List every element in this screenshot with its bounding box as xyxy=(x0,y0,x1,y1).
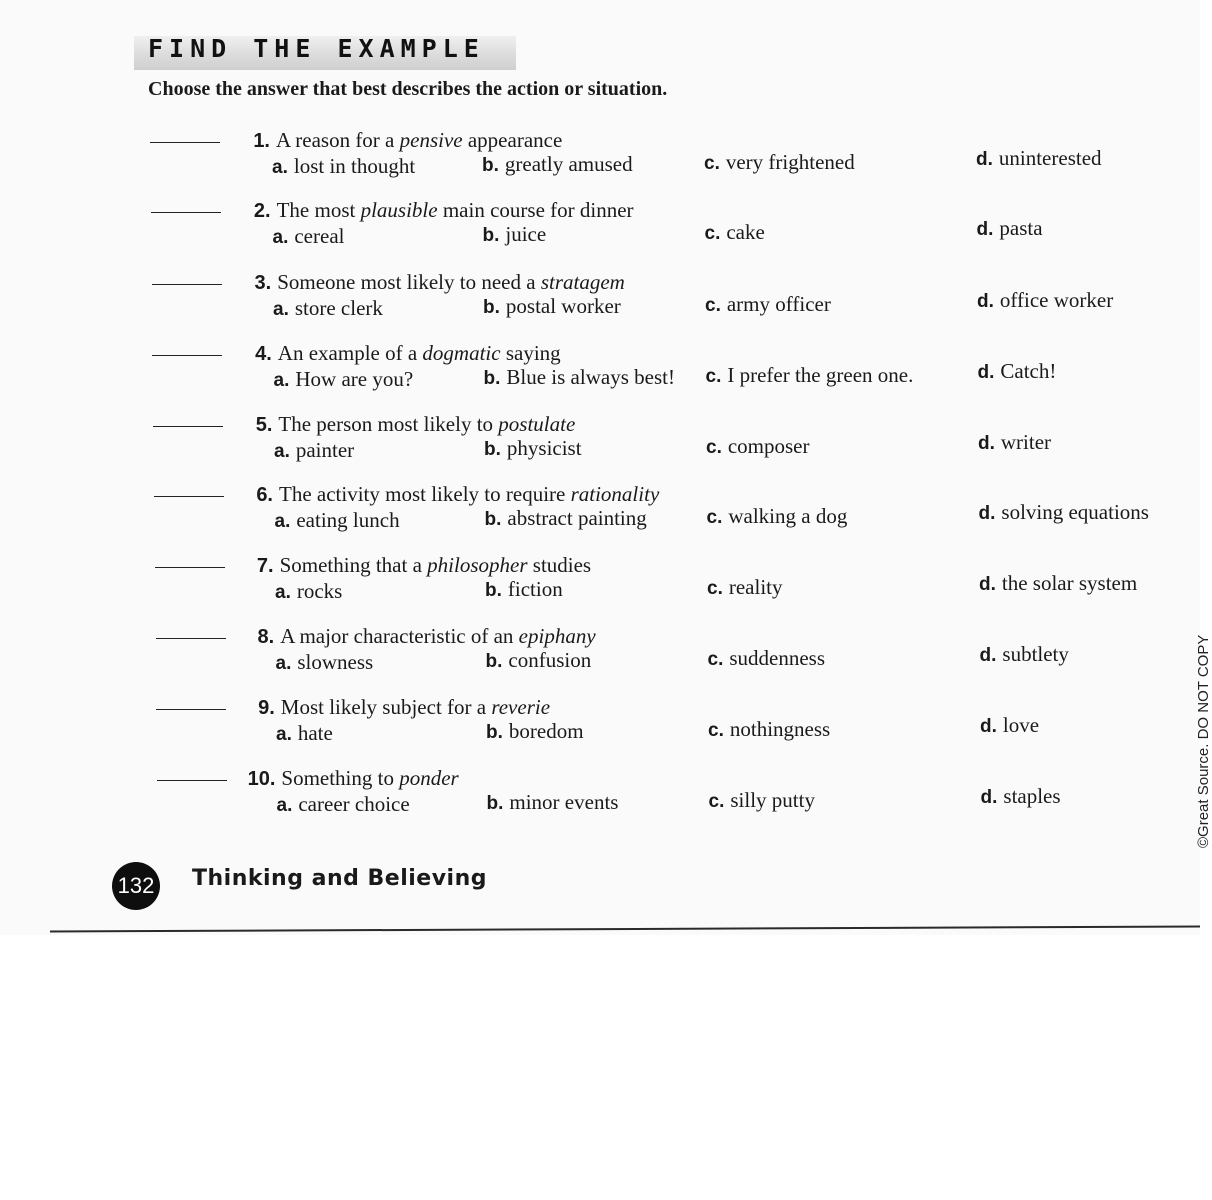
choice-letter: b. xyxy=(484,509,502,530)
answer-choice[interactable] xyxy=(978,430,1051,455)
choice-letter: b. xyxy=(486,722,503,743)
choice-letter: d. xyxy=(977,362,995,383)
answer-choice[interactable] xyxy=(275,508,400,533)
choice-text: writer xyxy=(1000,430,1052,454)
choice-letter: d. xyxy=(980,787,998,808)
choice-text: postal worker xyxy=(505,294,621,318)
answer-blank[interactable] xyxy=(157,780,227,781)
choice-text: eating lunch xyxy=(296,508,400,532)
prompt-text: appearance xyxy=(462,128,563,152)
choice-letter: b. xyxy=(483,297,500,318)
answer-choice[interactable] xyxy=(483,222,547,247)
answer-choice[interactable] xyxy=(980,713,1039,738)
choice-text: abstract painting xyxy=(507,506,647,530)
answer-choice[interactable] xyxy=(980,642,1069,667)
question-number: 1. xyxy=(253,130,270,152)
choice-text: How are you? xyxy=(295,367,414,391)
choice-letter: b. xyxy=(484,439,501,460)
question-item xyxy=(0,482,1200,552)
choice-letter: a. xyxy=(276,724,292,745)
instructions: Choose the answer that best describes the action or situation. xyxy=(148,78,668,100)
choice-letter: c. xyxy=(704,223,721,244)
prompt-text: A major characteristic of an xyxy=(280,624,519,648)
choice-text: staples xyxy=(1003,784,1061,808)
vocabulary-term: pensive xyxy=(399,128,463,152)
question-item xyxy=(0,553,1200,623)
question-item xyxy=(0,624,1200,694)
prompt-text: The activity most likely to require xyxy=(279,482,571,506)
question-item xyxy=(0,412,1200,482)
choice-text: subtlety xyxy=(1002,642,1069,666)
question-item xyxy=(0,198,1200,268)
question-prompt xyxy=(239,482,659,507)
choice-letter: a. xyxy=(274,511,291,532)
answer-blank[interactable] xyxy=(150,142,220,143)
question-prompt xyxy=(238,341,561,366)
prompt-text: Something that a xyxy=(279,553,428,577)
choice-letter: b. xyxy=(482,225,500,246)
answer-blank[interactable] xyxy=(153,426,223,427)
choice-text: silly putty xyxy=(730,788,815,812)
choice-letter: b. xyxy=(485,651,503,672)
choice-text: rocks xyxy=(296,579,343,603)
prompt-text: main course for dinner xyxy=(437,198,634,222)
choice-letter: a. xyxy=(275,653,292,674)
choice-text: minor events xyxy=(509,790,619,814)
question-number: 10. xyxy=(247,768,276,790)
prompt-text: A reason for a xyxy=(276,128,400,152)
answer-choice[interactable] xyxy=(978,359,1057,384)
answer-choice[interactable] xyxy=(483,294,621,319)
vocabulary-term: ponder xyxy=(399,766,459,790)
choice-letter: c. xyxy=(708,720,724,741)
choice-text: juice xyxy=(505,222,547,246)
choice-text: confusion xyxy=(508,648,592,672)
choice-letter: a. xyxy=(274,441,290,462)
question-number: 6. xyxy=(256,484,273,506)
choice-text: reality xyxy=(728,575,783,599)
question-item xyxy=(0,270,1200,340)
answer-choice[interactable] xyxy=(707,575,783,600)
choice-text: composer xyxy=(727,434,810,458)
answer-choice[interactable] xyxy=(709,788,815,813)
answer-blank[interactable] xyxy=(155,567,225,568)
answer-choice[interactable] xyxy=(981,784,1061,809)
prompt-text: Something to xyxy=(281,766,400,790)
question-item xyxy=(0,341,1200,411)
choice-letter: c. xyxy=(705,366,722,387)
choice-letter: c. xyxy=(705,295,721,316)
page-title: FIND THE EXAMPLE xyxy=(148,34,485,63)
choice-letter: a. xyxy=(275,582,291,603)
copyright-notice: ©Great Source. DO NOT COPY xyxy=(1195,634,1212,848)
choice-text: boredom xyxy=(508,719,584,743)
question-number: 5. xyxy=(255,414,273,436)
prompt-text: saying xyxy=(500,341,561,365)
answer-choice[interactable] xyxy=(484,365,675,390)
choice-letter: c. xyxy=(706,507,723,528)
choice-letter: a. xyxy=(273,370,290,391)
choice-letter: c. xyxy=(704,153,720,174)
choice-text: physicist xyxy=(506,436,582,460)
answer-choice[interactable] xyxy=(705,220,765,245)
choice-letter: d. xyxy=(978,503,996,524)
question-prompt xyxy=(238,412,575,437)
question-number: 3. xyxy=(254,272,272,294)
answer-blank[interactable] xyxy=(156,709,226,710)
answer-blank[interactable] xyxy=(156,638,226,639)
choice-letter: d. xyxy=(976,149,993,170)
answer-choice[interactable] xyxy=(484,436,582,461)
answer-choice[interactable] xyxy=(274,438,354,463)
choice-text: cereal xyxy=(294,224,345,248)
answer-choice[interactable] xyxy=(487,790,619,815)
question-prompt xyxy=(240,553,592,578)
choice-text: cake xyxy=(726,220,765,244)
answer-choice[interactable] xyxy=(273,296,383,321)
question-prompt xyxy=(240,624,595,649)
choice-letter: a. xyxy=(272,227,289,248)
choice-text: painter xyxy=(295,438,355,462)
question-prompt xyxy=(241,695,550,720)
question-number: 8. xyxy=(257,626,275,648)
choice-letter: d. xyxy=(978,433,995,454)
prompt-text: Most likely subject for a xyxy=(280,695,492,719)
choice-letter: c. xyxy=(707,649,724,670)
choice-letter: d. xyxy=(977,291,994,312)
choice-text: I prefer the green one. xyxy=(727,363,914,387)
answer-choice[interactable] xyxy=(708,646,826,671)
answer-choice[interactable] xyxy=(977,216,1043,241)
answer-choice[interactable] xyxy=(274,367,414,392)
choice-text: lost in thought xyxy=(293,154,416,178)
choice-text: love xyxy=(1002,713,1040,737)
page-number-badge: 132 xyxy=(112,862,160,910)
choice-letter: c. xyxy=(707,578,723,599)
question-prompt xyxy=(241,766,458,791)
answer-choice[interactable] xyxy=(276,650,374,675)
question-prompt xyxy=(237,198,634,223)
choice-text: nothingness xyxy=(729,717,831,741)
prompt-text: The person most likely to xyxy=(278,412,499,436)
choice-text: career choice xyxy=(298,792,410,816)
answer-choice[interactable] xyxy=(979,500,1149,525)
answer-choice[interactable] xyxy=(485,506,647,531)
choice-letter: a. xyxy=(272,157,288,178)
answer-choice[interactable] xyxy=(485,577,563,602)
choice-text: greatly amused xyxy=(504,152,633,176)
answer-choice[interactable] xyxy=(277,792,410,817)
choice-text: army officer xyxy=(726,292,831,316)
choice-letter: d. xyxy=(979,574,996,595)
answer-blank[interactable] xyxy=(152,284,222,285)
choice-letter: d. xyxy=(979,645,997,666)
choice-text: store clerk xyxy=(294,296,383,320)
choice-text: Catch! xyxy=(1000,359,1057,383)
answer-choice[interactable] xyxy=(707,504,848,529)
choice-letter: c. xyxy=(706,437,722,458)
choice-letter: d. xyxy=(980,716,997,737)
vocabulary-term: plausible xyxy=(360,198,438,222)
answer-choice[interactable] xyxy=(979,571,1137,596)
prompt-text: An example of a xyxy=(277,341,423,365)
question-item xyxy=(0,128,1200,198)
choice-letter: c. xyxy=(708,791,725,812)
prompt-text: The most xyxy=(276,198,361,222)
answer-choice[interactable] xyxy=(486,719,584,744)
question-prompt xyxy=(236,128,562,153)
choice-text: uninterested xyxy=(998,146,1102,170)
choice-text: slowness xyxy=(297,650,374,674)
question-number: 2. xyxy=(253,200,271,222)
question-number: 9. xyxy=(258,697,275,719)
answer-blank[interactable] xyxy=(152,355,222,356)
vocabulary-term: stratagem xyxy=(540,270,625,294)
choice-text: pasta xyxy=(999,216,1043,240)
prompt-text: studies xyxy=(527,553,592,577)
answer-choice[interactable] xyxy=(977,288,1113,313)
choice-text: fiction xyxy=(507,577,563,601)
vocabulary-term: dogmatic xyxy=(422,341,501,365)
question-item xyxy=(0,695,1200,765)
choice-letter: b. xyxy=(486,793,504,814)
vocabulary-term: rationality xyxy=(570,482,660,506)
answer-choice[interactable] xyxy=(275,579,342,604)
choice-letter: b. xyxy=(485,580,502,601)
choice-letter: a. xyxy=(273,299,289,320)
choice-text: solving equations xyxy=(1001,500,1149,524)
choice-text: hate xyxy=(297,721,333,745)
question-item xyxy=(0,766,1200,836)
answer-blank[interactable] xyxy=(151,212,221,213)
vocabulary-term: postulate xyxy=(498,412,576,436)
question-number: 4. xyxy=(255,343,272,365)
question-prompt xyxy=(237,270,625,295)
prompt-text: Someone most likely to need a xyxy=(277,270,541,294)
choice-text: office worker xyxy=(999,288,1114,312)
page-bottom-rule xyxy=(50,925,1200,932)
choice-text: very frightened xyxy=(725,150,855,174)
choice-letter: b. xyxy=(483,368,501,389)
vocabulary-term: epiphany xyxy=(518,624,596,648)
answer-choice[interactable] xyxy=(486,648,592,673)
question-number: 7. xyxy=(256,555,274,577)
section-title: Thinking and Believing xyxy=(192,866,488,891)
vocabulary-term: philosopher xyxy=(427,553,528,577)
answer-choice[interactable] xyxy=(276,721,333,746)
answer-choice[interactable] xyxy=(708,717,830,742)
vocabulary-term: reverie xyxy=(491,695,551,719)
answer-choice[interactable] xyxy=(482,152,633,177)
choice-letter: a. xyxy=(276,795,293,816)
choice-text: walking a dog xyxy=(728,504,848,528)
answer-choice[interactable] xyxy=(272,154,415,179)
choice-text: the solar system xyxy=(1001,571,1138,595)
answer-choice[interactable] xyxy=(706,434,810,459)
answer-blank[interactable] xyxy=(154,496,224,497)
answer-choice[interactable] xyxy=(704,150,855,175)
choice-text: Blue is always best! xyxy=(506,365,675,389)
answer-choice[interactable] xyxy=(273,224,345,249)
answer-choice[interactable] xyxy=(976,146,1102,171)
choice-letter: d. xyxy=(976,219,994,240)
choice-letter: b. xyxy=(482,155,499,176)
answer-choice[interactable] xyxy=(706,363,914,388)
answer-choice[interactable] xyxy=(705,292,831,317)
choice-text: suddenness xyxy=(729,646,826,670)
